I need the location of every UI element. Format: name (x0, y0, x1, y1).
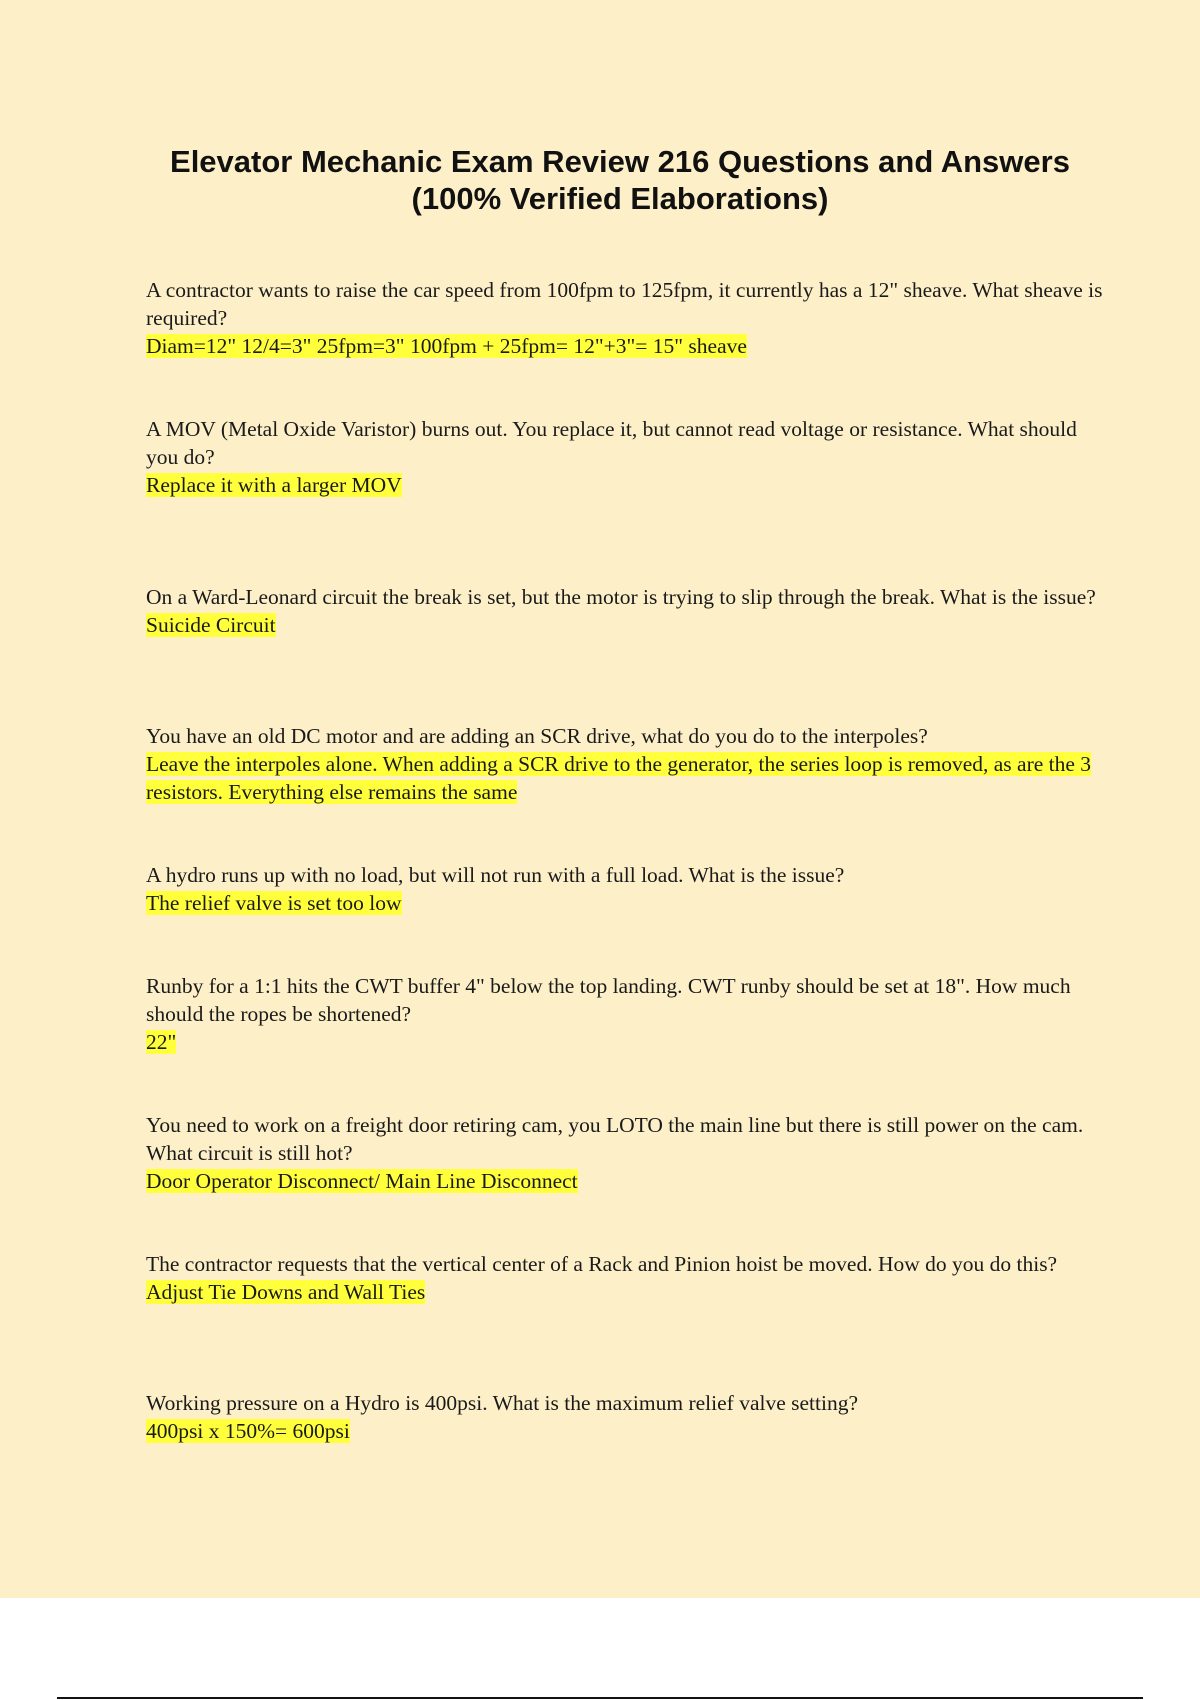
question-text: A MOV (Metal Oxide Varistor) burns out. You replace it, but cannot read voltage or resistance. What should you do? (146, 417, 1077, 469)
qa-item-5 (146, 861, 1106, 917)
title-line-1: Elevator Mechanic Exam Review 216 Questions and Answers (170, 144, 1070, 179)
answer-text: Leave the interpoles alone. When adding a SCR drive to the generator, the series loop is removed, as are the 3 resistors. Everything else remains the same (146, 752, 1092, 804)
question-text: On a Ward-Leonard circuit the break is set, but the motor is trying to slip through the break. What is the issue? (146, 585, 1096, 609)
qa-item-4 (146, 722, 1106, 806)
qa-item-7 (146, 1111, 1106, 1195)
qa-item-6 (146, 972, 1106, 1056)
question-text: You need to work on a freight door retiring cam, you LOTO the main line but there is still power on the cam. What circuit is still hot? (146, 1113, 1084, 1165)
answer-text: Replace it with a larger MOV (146, 473, 402, 497)
answer-highlight (146, 332, 1106, 360)
answer-text: Diam=12" 12/4=3" 25fpm=3" 100fpm + 25fpm= 12"+3"= 15" sheave (146, 334, 747, 358)
question-text: A contractor wants to raise the car speed from 100fpm to 125fpm, it currently has a 12" sheave. What sheave is required? (146, 278, 1103, 330)
qa-item-1 (146, 276, 1106, 360)
answer-text: 22" (146, 1030, 177, 1054)
answer-highlight (146, 1167, 1106, 1195)
qa-item-8 (146, 1250, 1106, 1306)
answer-text: The relief valve is set too low (146, 891, 402, 915)
title-line-2: (100% Verified Elaborations) (411, 181, 829, 216)
qa-item-9 (146, 1389, 1106, 1445)
question-text: A hydro runs up with no load, but will not run with a full load. What is the issue? (146, 863, 845, 887)
question-text: Working pressure on a Hydro is 400psi. What is the maximum relief valve setting? (146, 1391, 858, 1415)
answer-highlight (146, 1278, 1106, 1306)
question-text: The contractor requests that the vertical center of a Rack and Pinion hoist be moved. How do you do this? (146, 1252, 1058, 1276)
answer-text: Adjust Tie Downs and Wall Ties (146, 1280, 426, 1304)
answer-text: 400psi x 150%= 600psi (146, 1419, 350, 1443)
document-title (130, 143, 1110, 217)
question-text: You have an old DC motor and are adding an SCR drive, what do you do to the interpoles? (146, 724, 928, 748)
question-text: Runby for a 1:1 hits the CWT buffer 4" below the top landing. CWT runby should be set at 18". How much should the ropes be shortened? (146, 974, 1071, 1026)
answer-text: Door Operator Disconnect/ Main Line Disconnect (146, 1169, 578, 1193)
qa-item-2 (146, 415, 1106, 499)
qa-item-3 (146, 583, 1106, 639)
answer-highlight (146, 611, 1106, 639)
answer-highlight (146, 1417, 1106, 1445)
answer-highlight (146, 750, 1106, 806)
answer-highlight (146, 1028, 1106, 1056)
footer-divider (57, 1697, 1143, 1699)
answer-text: Suicide Circuit (146, 613, 276, 637)
answer-highlight (146, 889, 1106, 917)
answer-highlight (146, 471, 1106, 499)
